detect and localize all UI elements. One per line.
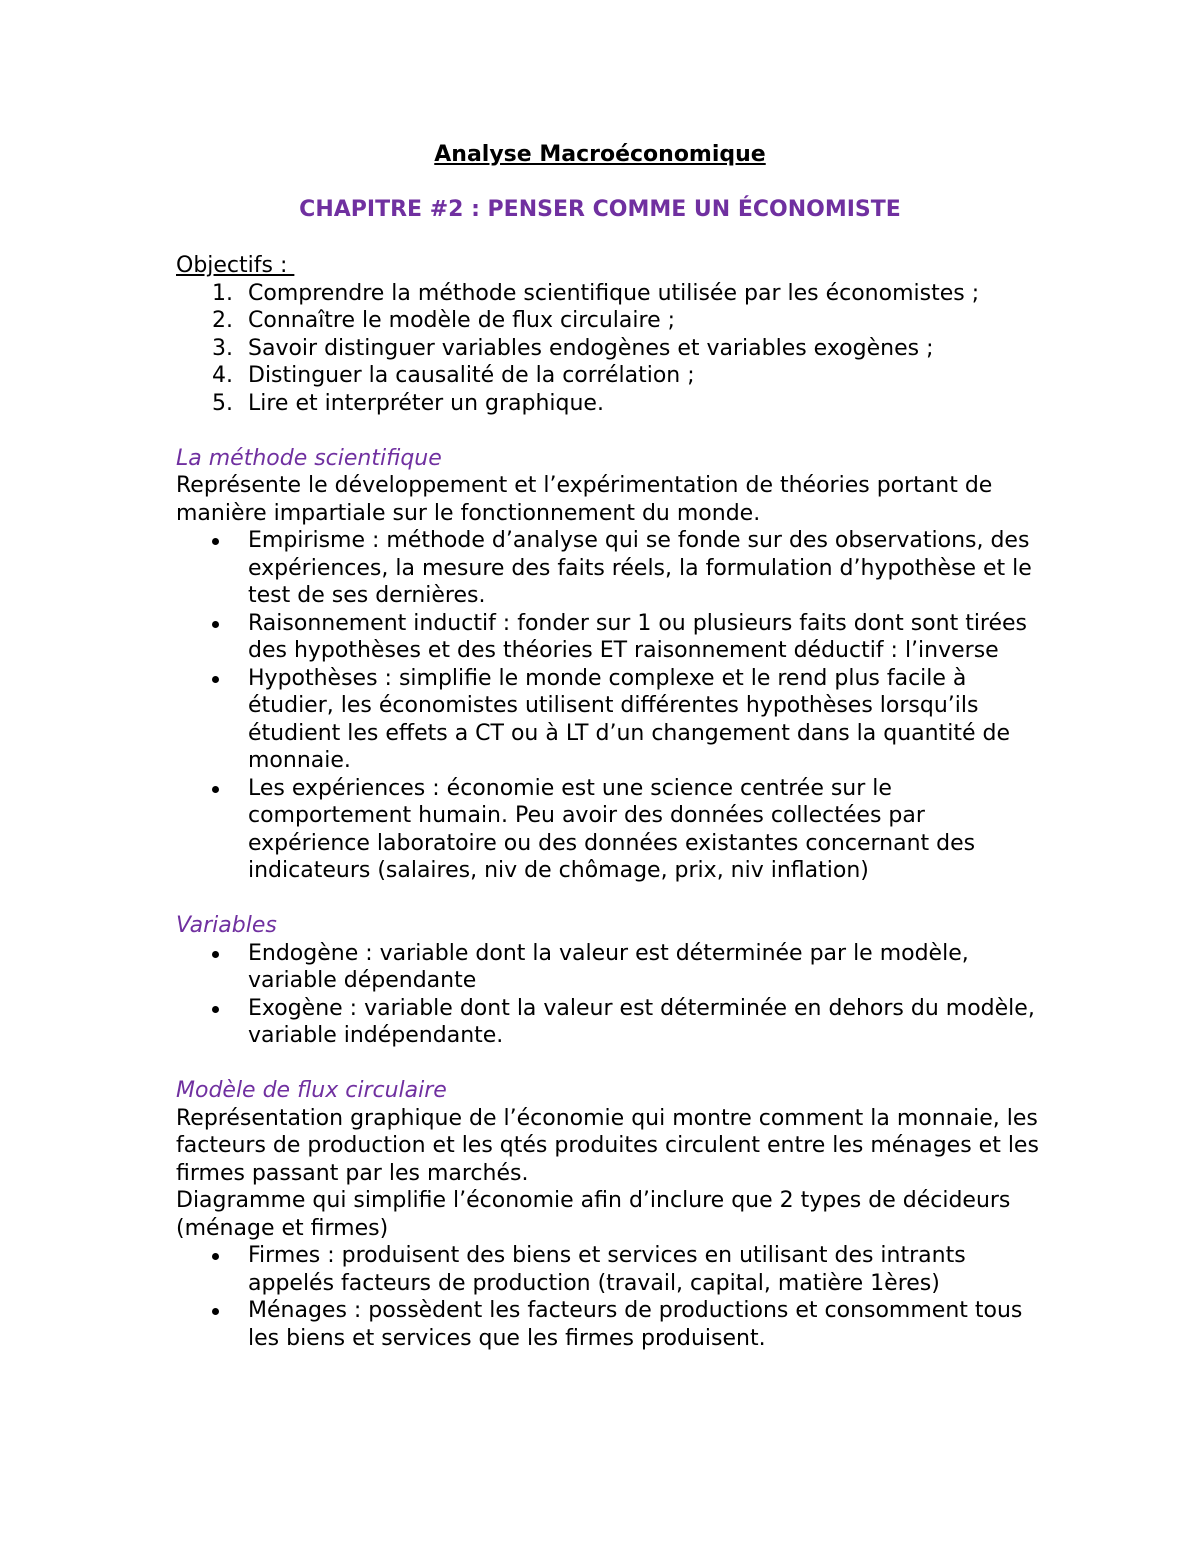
list-item — [176, 940, 1046, 995]
flux-intro-1: Représentation graphique de l’économie qui montre comment la monnaie, les facteurs de production et les qtés produites circulent entre les ménages et les firmes passant par les marchés. — [176, 1105, 1039, 1186]
objective-item — [176, 390, 1046, 418]
document-body — [176, 252, 1046, 1352]
list-number: 4. — [212, 363, 233, 388]
objectives-list — [176, 280, 1046, 418]
list-item — [176, 775, 1046, 885]
list-number: 3. — [212, 335, 233, 361]
list-item — [176, 610, 1046, 665]
bullet-text: Les expériences : économie est une science centrée sur le comportement humain. Peu avoir des données collectées par expérience laboratoire ou des données existantes concernant des indicateurs (salaires, niv de chômage, prix, niv inflation) — [248, 775, 976, 883]
section-heading-flux: Modèle de flux circulaire — [176, 1078, 447, 1103]
list-number: 1. — [212, 280, 233, 306]
objective-text: Comprendre la méthode scientifique utilisée par les économistes ; — [248, 280, 980, 306]
objectives-label: Objectifs : — [176, 253, 295, 278]
method-bullet-list — [176, 527, 1046, 885]
document-title: Analyse Macroéconomique — [434, 142, 766, 167]
list-item — [176, 665, 1046, 775]
chapter-title: CHAPITRE #2 : PENSER COMME UN ÉCONOMISTE — [299, 197, 901, 222]
list-item — [176, 995, 1046, 1050]
list-item — [176, 527, 1046, 610]
section-heading-variables: Variables — [176, 913, 277, 938]
flux-bullet-list — [176, 1242, 1046, 1352]
bullet-icon — [212, 786, 219, 793]
objective-item — [176, 307, 1046, 335]
bullet-icon — [212, 676, 219, 683]
bullet-icon — [212, 621, 219, 628]
bullet-icon — [212, 1253, 219, 1260]
list-item — [176, 1242, 1046, 1297]
bullet-text: Hypothèses : simplifie le monde complexe et le rend plus facile à étudier, les économistes utilisent différentes hypothèses lorsqu’ils étudient les effets a CT ou à LT d’un changement dans la quantité de monnaie. — [248, 665, 1010, 773]
objective-item — [176, 280, 1046, 308]
bullet-icon — [212, 951, 219, 958]
bullet-text: Ménages : possèdent les facteurs de productions et consomment tous les biens et services que les firmes produisent. — [248, 1298, 1023, 1351]
bullet-text: Endogène : variable dont la valeur est déterminée par le modèle, variable dépendante — [248, 940, 969, 993]
bullet-text: Raisonnement inductif : fonder sur 1 ou plusieurs faits dont sont tirées des hypothèses et des théories ET raisonnement déductif : l’inverse — [248, 610, 1028, 663]
objective-item — [176, 362, 1046, 390]
list-number: 2. — [212, 308, 233, 333]
list-number: 5. — [212, 390, 233, 416]
objective-item — [176, 335, 1046, 363]
bullet-text: Exogène : variable dont la valeur est déterminée en dehors du modèle, variable indépendante. — [248, 995, 1035, 1048]
variables-bullet-list — [176, 940, 1046, 1050]
list-item — [176, 1297, 1046, 1352]
objective-text: Connaître le modèle de flux circulaire ; — [248, 308, 676, 333]
flux-intro-2: Diagramme qui simplifie l’économie afin d’inclure que 2 types de décideurs (ménage et firmes) — [176, 1188, 1011, 1241]
section-heading-method: La méthode scientifique — [176, 445, 442, 471]
bullet-icon — [212, 1006, 219, 1013]
bullet-text: Empirisme : méthode d’analyse qui se fonde sur des observations, des expériences, la mesure des faits réels, la formulation d’hypothèse et le test de ses dernières. — [248, 528, 1032, 608]
method-intro: Représente le développement et l’expérimentation de théories portant de manière impartiale sur le fonctionnement du monde. — [176, 473, 993, 526]
bullet-icon — [212, 538, 219, 545]
objective-text: Lire et interpréter un graphique. — [248, 390, 604, 416]
bullet-text: Firmes : produisent des biens et services en utilisant des intrants appelés facteurs de production (travail, capital, matière 1ères) — [248, 1243, 966, 1296]
bullet-icon — [212, 1308, 219, 1315]
objective-text: Distinguer la causalité de la corrélation ; — [248, 363, 695, 388]
objective-text: Savoir distinguer variables endogènes et variables exogènes ; — [248, 335, 934, 361]
